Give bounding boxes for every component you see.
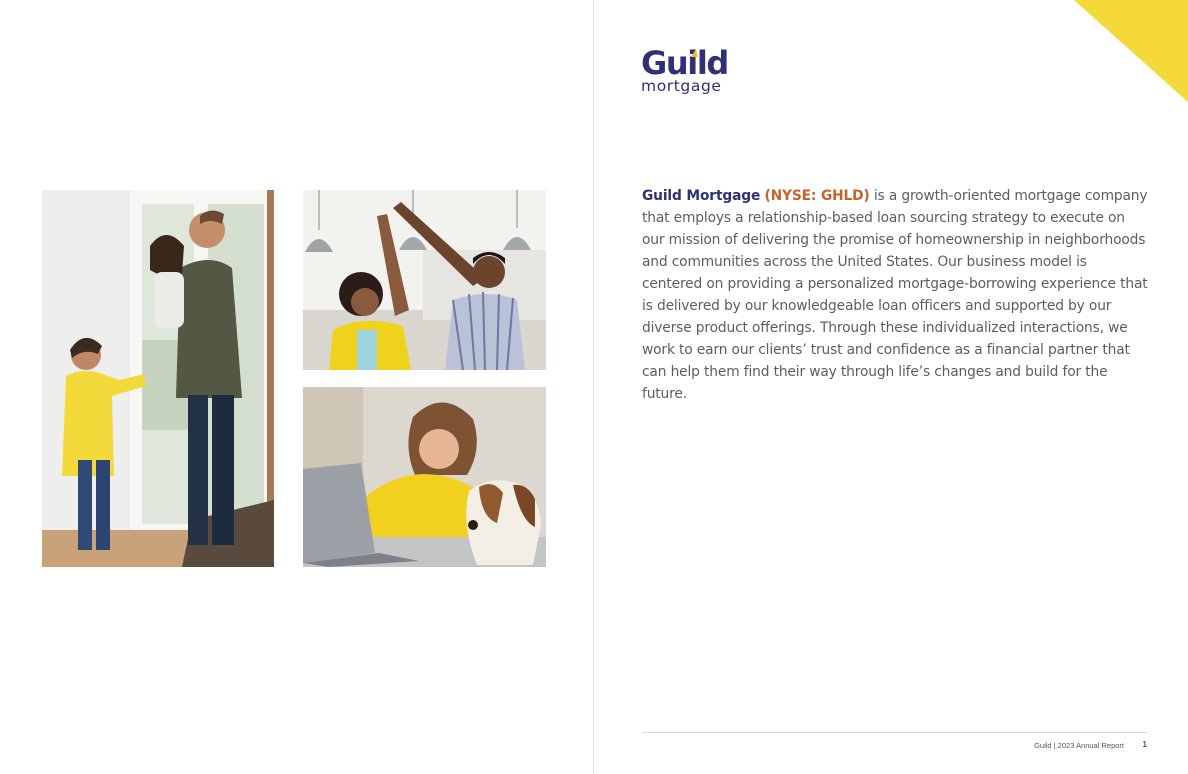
logo-wordmark: Guild [641, 44, 728, 82]
stock-ticker: (NYSE: GHLD) [764, 188, 870, 204]
page-number: 1 [1142, 740, 1147, 749]
logo-subtitle: mortgage [641, 77, 722, 95]
intro-paragraph [642, 185, 1150, 405]
company-name: Guild Mortgage [642, 188, 761, 204]
photo-woman-laptop-dog [303, 387, 546, 567]
photo-couple-kitchen [303, 190, 546, 370]
guild-mortgage-logo [641, 44, 728, 95]
intro-text: is a growth-oriented mortgage company that employs a relationship-based loan sourcing strategy to execute on our mission of delivering the promise of homeownership in neighborhoods and communities across the United States. Our business model is centered on providing a personalized mortgage-borrowing experience that is delivered by our knowledgeable loan officers and supported by our diverse product offerings. Through these individualized interactions, we work to earn our clients’ trust and confidence as a financial partner that can help them find their way through life’s changes and build for the future. [642, 188, 1148, 402]
page-gutter [593, 0, 594, 774]
footer-report-label: Guild | 2023 Annual Report [1034, 741, 1124, 750]
photo-family-doorway [42, 190, 274, 567]
logo-accent-mark [691, 49, 698, 57]
yellow-corner-accent [1074, 0, 1188, 102]
footer-divider [642, 732, 1147, 733]
